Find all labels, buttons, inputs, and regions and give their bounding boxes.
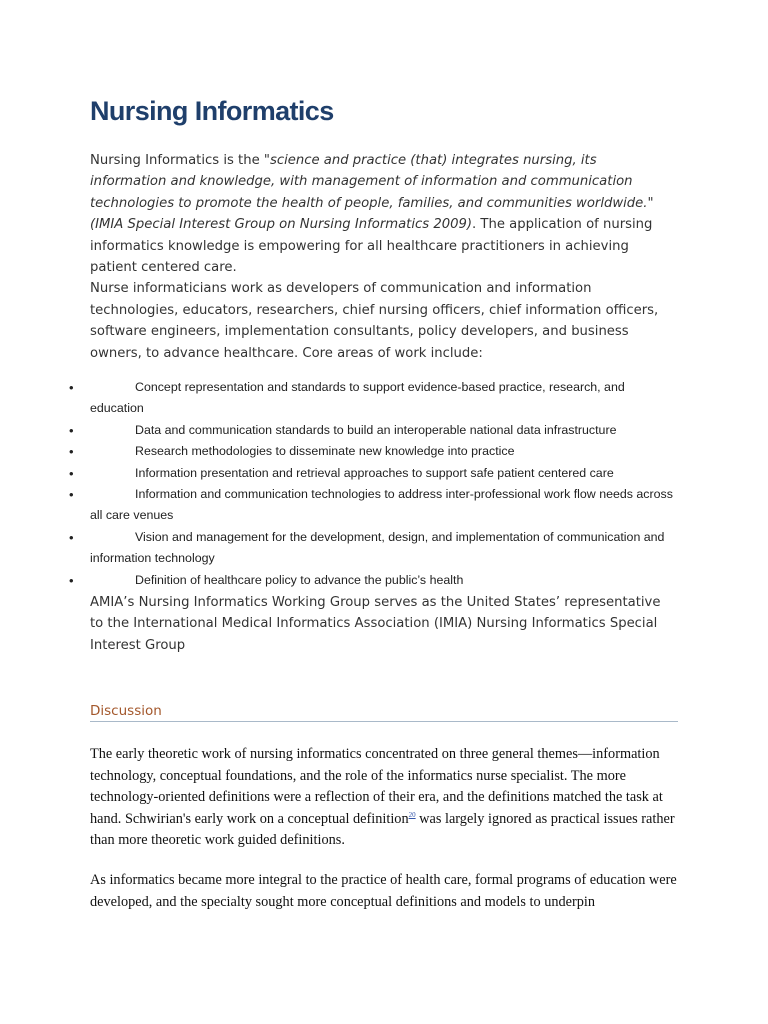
reference-link[interactable]: 20: [408, 810, 416, 819]
bullet-icon: •: [69, 444, 74, 460]
list-item-text: Concept representation and standards to support evidence-based practice, research, and education: [90, 380, 625, 416]
list-item: [69, 463, 678, 484]
list-item-text: Research methodologies to disseminate new knowledge into practice: [135, 444, 515, 459]
definition-lead: Nursing Informatics is the ": [90, 153, 270, 168]
discussion-heading: Discussion: [90, 703, 678, 722]
page-title: Nursing Informatics: [90, 96, 334, 126]
discussion-paragraph-1: [90, 744, 680, 852]
amia-paragraph: AMIA’s Nursing Informatics Working Group serves as the United States’ representative to the International Medical Informatics Association (IMIA) Nursing Informatics Special Interest Group: [90, 595, 661, 653]
list-item-text: Data and communication standards to build an interoperable national data infrastructure: [135, 422, 617, 437]
definition-citation: (IMIA Special Interest Group on Nursing Informatics 2009): [90, 217, 473, 233]
list-item-text: Definition of healthcare policy to advance the public’s health: [135, 572, 464, 587]
roles-paragraph: Nurse informaticians work as developers of communication and information technologies, educators, researchers, chief nursing officers, chief information officers, software engineers, implementation consultants, policy developers, and business owners, to advance healthcare. Core areas of work include:: [90, 281, 659, 361]
list-item-text: Information and communication technologies to address inter-professional work flow needs across all care venues: [90, 487, 673, 523]
definition-quote-end: ": [647, 195, 654, 211]
bullet-icon: •: [69, 572, 74, 588]
definition-paragraph: [90, 150, 675, 278]
list-item-text: Vision and management for the development, design, and implementation of communication and information technology: [90, 529, 665, 566]
list-item: [69, 420, 678, 441]
discussion-text: The early theoretic work of nursing informatics concentrated on three general themes—information technology, conceptual foundations, and the role of the informatics nurse specialist. The more technology-oriented definitions were a reflection of their era, and the definitions matched the task at hand. Schwirian's early work on a conceptual definition: [90, 746, 663, 827]
bullet-icon: •: [69, 422, 74, 438]
bullet-icon: •: [69, 529, 74, 545]
definition-rest: . The application of nursing informatics knowledge is empowering for all healthcare practitioners in achieving patient centered care.: [90, 217, 653, 276]
discussion-paragraph-2: As informatics became more integral to the practice of health care, formal programs of education were developed, and the specialty sought more conceptual definitions and models to underpin: [90, 872, 677, 910]
definition-quote: science and practice (that) integrates nursing, its information and knowledge, with management of information and communication technologies to promote the health of people, families, and communities worldwide.: [90, 153, 648, 211]
bullet-icon: •: [69, 465, 74, 481]
list-item-text: Information presentation and retrieval approaches to support safe patient centered care: [135, 465, 614, 480]
list-item: [69, 377, 678, 420]
list-item: [69, 441, 678, 462]
bullet-icon: •: [69, 380, 74, 395]
intro-section: [90, 150, 675, 364]
list-item: [69, 484, 678, 527]
list-item: [69, 527, 678, 570]
list-item: [69, 570, 678, 591]
discussion-text: was largely ignored as practical issues rather than more theoretic work guided definitions.: [90, 810, 675, 848]
core-areas-list: [69, 377, 678, 591]
bullet-icon: •: [69, 487, 74, 503]
